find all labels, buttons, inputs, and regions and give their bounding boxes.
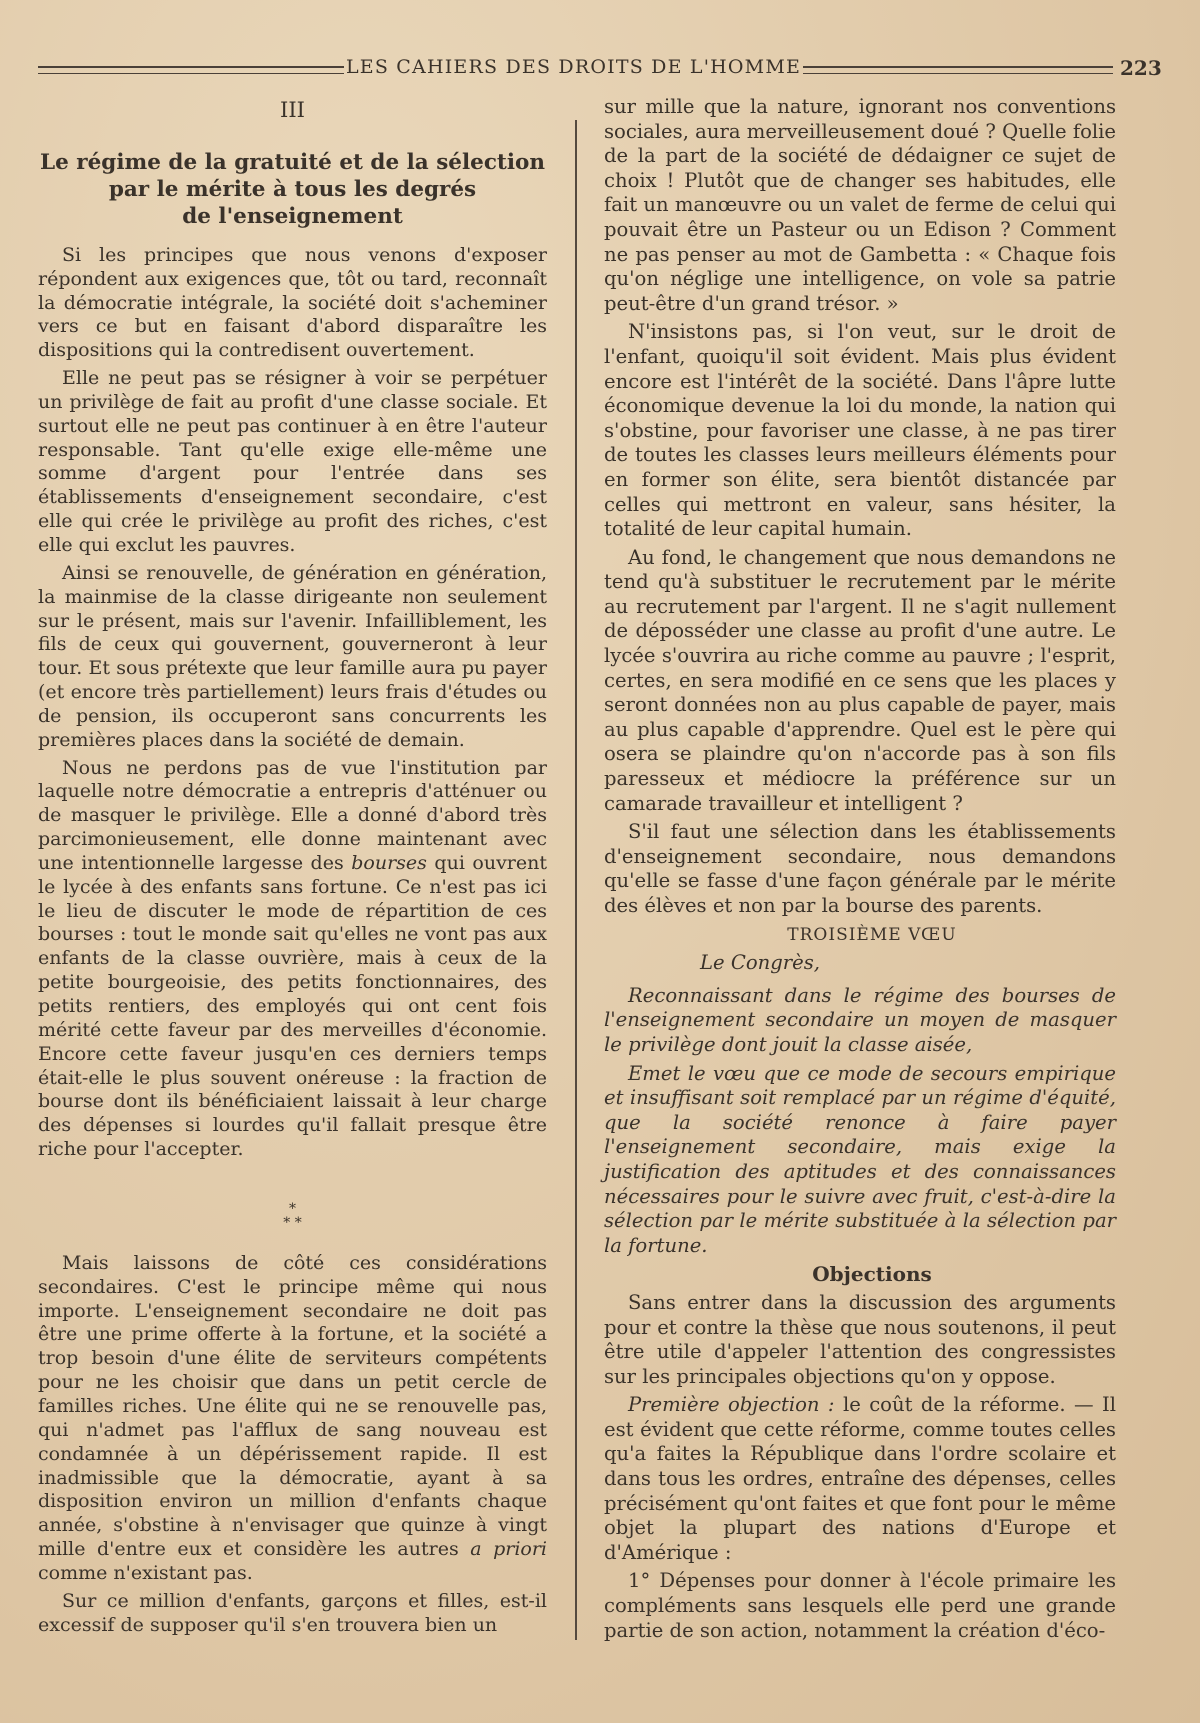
italic-term: a priori bbox=[470, 1538, 547, 1561]
asterism-top: * bbox=[289, 1200, 296, 1217]
section-title bbox=[38, 149, 547, 230]
paragraph-text: qui ouvrent le lycée à des enfants sans fortune. Ce n'est pas ici le lieu de discuter le mode de répartition de ces bourses : tout le monde sait qu'elles ne vont pas aux enfants de la classe ouvrière, mais à ceux de la petite bourgeoisie, des petits fonctionnaires, des petits rentiers, des employés qui ont cent fois mérité cette faveur par des merveilles d'économie. Encore cette faveur jusqu'en ces derniers temps était-elle le plus souvent onéreuse : la fraction de bourse dont ils bénéficiaient laissait à leur charge des dépenses si lourdes qu'il fallait presque être riche pour l'accepter. bbox=[38, 851, 548, 1161]
section-title-line-3: de l'enseignement bbox=[182, 203, 403, 229]
page-header bbox=[38, 56, 1162, 86]
paragraph: S'il faut une sélection dans les établissements d'enseignement secondaire, nous demandons qu'elle se fasse d'une façon générale par le mérite des élèves et non par la bourse des parents. bbox=[604, 820, 1116, 917]
paragraph: Au fond, le changement que nous demandons ne tend qu'à substituer le recrutement par le mérite au recrutement par l'argent. Il ne s'agit nullement de déposséder une classe au profit d'une autre. Le lycée s'ouvrira au riche comme au pauvre ; l'esprit, certes, en sera modifié en ce sens que les places y seront données non au plus capable de payer, mais au plus capable d'apprendre. Quel est le père qui osera se plaindre qu'on n'accorde pas à son fils paresseux et médiocre la préférence sur un camarade travailleur et intelligent ? bbox=[604, 545, 1116, 815]
paragraph-text: Mais laissons de côté ces considérations secondaires. C'est le principe même qui nous importe. L'enseignement secondaire ne doit pas être une prime offerte à la fortune, et la société a trop besoin d'une élite de serviteurs compétents pour ne les choisir que dans un petit cercle de familles riches. Une élite qui ne se renouvelle pas, qui n'admet pas l'afflux de sang nouveau est condamnée à un dépérissement rapide. Il est inadmissible que la démocratie, ayant à sa disposition environ un million d'enfants chaque année, s'obstine à n'envisager que quinze à vingt mille d'entre eux et considère les autres bbox=[38, 1251, 547, 1561]
paragraph: N'insistons pas, si l'on veut, sur le droit de l'enfant, quoiqu'il soit évident. Mais plus évident encore est l'intérêt de la société. Dans l'âpre lutte économique devenue la loi du monde, la nation qui s'obstine, pour favoriser une classe, à ne pas tirer de toutes les classes leurs meilleurs éléments pour en former son élite, sera bientôt distancée par celles qui mettront en valeur, sans hésiter, la totalité de leur capital humain. bbox=[604, 320, 1116, 541]
paragraph: Sur ce million d'enfants, garçons et filles, est-il excessif de supposer qu'il s'en trouvera bien un bbox=[38, 1589, 547, 1636]
section-title-line-2: par le mérite à tous les degrés bbox=[108, 176, 477, 202]
paragraph bbox=[38, 757, 547, 1162]
paragraph: Si les principes que nous venons d'exposer répondent aux exigences que, tôt ou tard, reconnaît la démocratie intégrale, la société doit s'acheminer vers ce but en faisant d'abord disparaître les dispositions qui la contredisent ouvertement. bbox=[38, 243, 547, 362]
resolution-heading: TROISIÈME VŒU bbox=[787, 924, 957, 945]
paragraph bbox=[604, 1393, 1116, 1565]
section-number: III bbox=[280, 98, 305, 122]
paragraph-text: comme n'existant pas. bbox=[38, 1561, 253, 1584]
objections-heading: Objections bbox=[812, 1262, 932, 1287]
resolution-paragraph: Emet le vœu que ce mode de secours empirique et insuffisant soit remplacé par un régime d'équité, que la société renonce à faire payer l'enseignement secondaire, mais exige la justification des aptitudes et des connaissances nécessaires pour le suivre avec fruit, c'est-à-dire la sélection par le mérite substituée à la sélection par la fortune. bbox=[604, 1061, 1116, 1257]
asterism-separator bbox=[38, 1172, 547, 1242]
column-divider bbox=[575, 120, 577, 1640]
resolution-paragraph: Reconnaissant dans le régime des bourses de l'enseignement secondaire un moyen de masquer le privilège dont jouit la classe aisée, bbox=[604, 983, 1116, 1056]
header-rule-right bbox=[803, 66, 1113, 74]
paragraph: sur mille que la nature, ignorant nos conventions sociales, aura merveilleusement doué ? Quelle folie de la part de la société de dédaigner ce sujet de choix ! Plutôt que de changer ses habitudes, elle fait un manœuvre ou un valet de ferme de celui qui pouvait être un Pasteur ou un Edison ? Comment ne pas penser au mot de Gambetta : « Chaque fois qu'on néglige une intelligence, on vole sa patrie peut-être d'un grand trésor. » bbox=[604, 95, 1116, 315]
left-column bbox=[38, 95, 547, 1641]
header-rule-left bbox=[38, 66, 344, 74]
objection-label: Première objection : bbox=[628, 1393, 835, 1417]
paragraph: 1° Dépenses pour donner à l'école primaire les compléments sans lesquels elle perd une grande partie de son action, notamment la création d'éco- bbox=[604, 1569, 1116, 1642]
right-column bbox=[604, 95, 1116, 1647]
paragraph-text: Nous ne perdons pas de vue l'institution par laquelle notre démocratie a entrepris d'atténuer ou de masquer le privilège. Elle a donné d'abord très parcimonieusement, elle donne maintenant avec une intentionnelle largesse des bbox=[38, 756, 547, 874]
resolution-addressee: Le Congrès, bbox=[700, 951, 821, 975]
section-title-line-1: Le régime de la gratuité et de la sélection bbox=[40, 149, 545, 175]
paragraph: Elle ne peut pas se résigner à voir se perpétuer un privilège de fait au profit d'une classe sociale. Et surtout elle ne peut pas continuer à en être l'auteur responsable. Tant qu'elle exige elle-même une somme d'argent pour l'entrée dans ses établissements d'enseignement secondaire, c'est elle qui crée le privilège au profit des riches, c'est elle qui exclut les pauvres. bbox=[38, 367, 547, 556]
paragraph: Ainsi se renouvelle, de génération en génération, la mainmise de la classe dirigeante non seulement sur le présent, mais sur l'avenir. Infailliblement, les fils de ceux qui gouvernent, gouverneront à leur tour. Et sous prétexte que leur famille aura pu payer (et encore très partiellement) leurs frais d'études ou de pension, ils occuperont sans concurrents les premières places dans la société de demain. bbox=[38, 561, 547, 751]
running-title: LES CAHIERS DES DROITS DE L'HOMME bbox=[345, 56, 802, 78]
paragraph bbox=[38, 1252, 547, 1586]
paragraph-text: le coût de la réforme. — Il est évident que cette réforme, comme toutes celles qu'a faites la République dans l'ordre scolaire et dans tous les ordres, entraîne des dépenses, celles précisément qu'ont faites et que font pour le même objet la plupart des nations d'Europe et d'Amérique : bbox=[604, 1393, 1116, 1564]
asterism-bottom: * * bbox=[283, 1214, 302, 1231]
paragraph: Sans entrer dans la discussion des arguments pour et contre la thèse que nous soutenons, il peut être utile d'appeler l'attention des congressistes sur les principales objections qu'on y oppose. bbox=[604, 1290, 1116, 1388]
page-number: 223 bbox=[1120, 56, 1162, 80]
italic-term: bourses bbox=[351, 851, 427, 874]
